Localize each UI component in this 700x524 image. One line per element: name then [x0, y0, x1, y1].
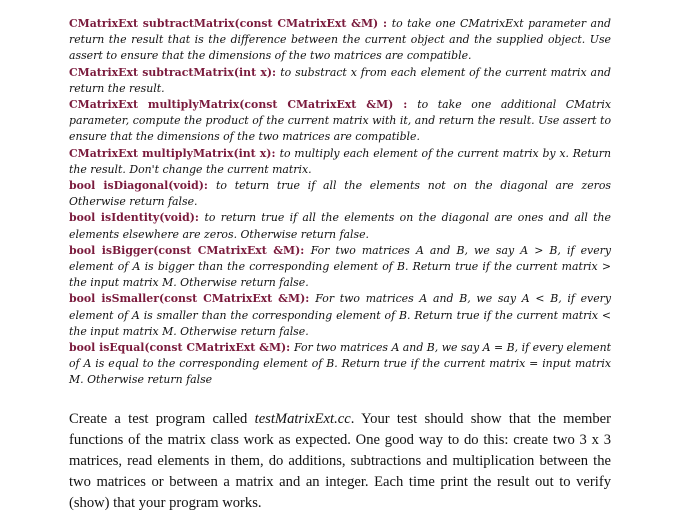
method-description: to take one additional CMatrix parameter, compute the product of the current matrix with it, and return the result. Use assert to ensure that the dimensions of the two matrices are compatible.: [69, 98, 611, 144]
method-description: For two matrices A and B, we say A = B, if every element of A is equal to the corresponding element of B. Return true if the current matrix = input matrix M. Otherwise return false: [69, 341, 611, 387]
method-signature: CMatrixExt multiplyMatrix(const CMatrixExt &M) :: [69, 98, 418, 112]
spec-entry-is-diagonal: [69, 178, 611, 210]
document-page: [69, 16, 611, 514]
method-description: For two matrices A and B, we say A > B, if every element of A is bigger than the corresponding element of B. Return true if the current matrix > the input matrix M. Otherwise return false.: [69, 243, 611, 290]
method-description: For two matrices A and B, we say A < B, if every element of A is smaller than the corresponding element of B. Return true if the current matrix < the input matrix M. Otherwise return false.: [69, 292, 612, 338]
spec-entry-is-identity: [69, 210, 611, 242]
spec-entry-multiply-int: [69, 146, 611, 178]
test-filename: testMatrixExt.cc: [254, 410, 351, 427]
method-description: to multiply each element of the current matrix by x. Return the result. Don't change the current matrix.: [69, 146, 611, 176]
method-signature: bool isBigger(const CMatrixExt &M):: [69, 243, 311, 257]
method-signature: bool isSmaller(const CMatrixExt &M):: [69, 292, 316, 306]
method-signature: bool isEqual(const CMatrixExt &M):: [69, 341, 295, 355]
spec-entry-subtract-int: [69, 65, 611, 97]
method-signature: CMatrixExt multiplyMatrix(int x):: [69, 146, 280, 160]
method-signature: CMatrixExt subtractMatrix(int x):: [69, 65, 281, 79]
method-description: to take one CMatrixExt parameter and return the result that is the difference between the current object and the supplied object. Use assert to ensure that the dimensions of the two matrices are compatible.: [69, 17, 611, 63]
spec-entry-subtract-matrix: [69, 16, 611, 65]
spec-entry-is-bigger: [69, 243, 611, 292]
spec-entry-multiply-matrix: [69, 97, 611, 146]
method-signature: CMatrixExt subtractMatrix(const CMatrixExt &M) :: [69, 17, 392, 30]
method-description: to return true if all the elements on the diagonal are ones and all the elements elsewhere are zeros. Otherwise return false.: [69, 211, 612, 241]
method-description: to substract x from each element of the current matrix and return the result.: [69, 65, 611, 95]
spec-entry-is-smaller: [69, 291, 611, 340]
method-spec-list: [69, 16, 611, 389]
method-signature: bool isIdentity(void):: [69, 211, 205, 225]
test-program-paragraph: [69, 409, 611, 514]
spec-entry-is-equal: [69, 340, 611, 389]
paragraph-text-before: Create a test program called: [69, 410, 255, 427]
method-signature: bool isDiagonal(void):: [69, 179, 217, 193]
paragraph-text-after: . Your test should show that the member functions of the matrix class work as expected. One good way to do this: create two 3 x 3 matrices, read elements in them, do additions, subtractions and multiplication between the two matrices or between a matrix and an integer. Each time print the result out to verify (show) that your program works.: [69, 410, 611, 511]
method-description: to teturn true if all the elements not on the diagonal are zeros Otherwise return false.: [69, 179, 611, 209]
